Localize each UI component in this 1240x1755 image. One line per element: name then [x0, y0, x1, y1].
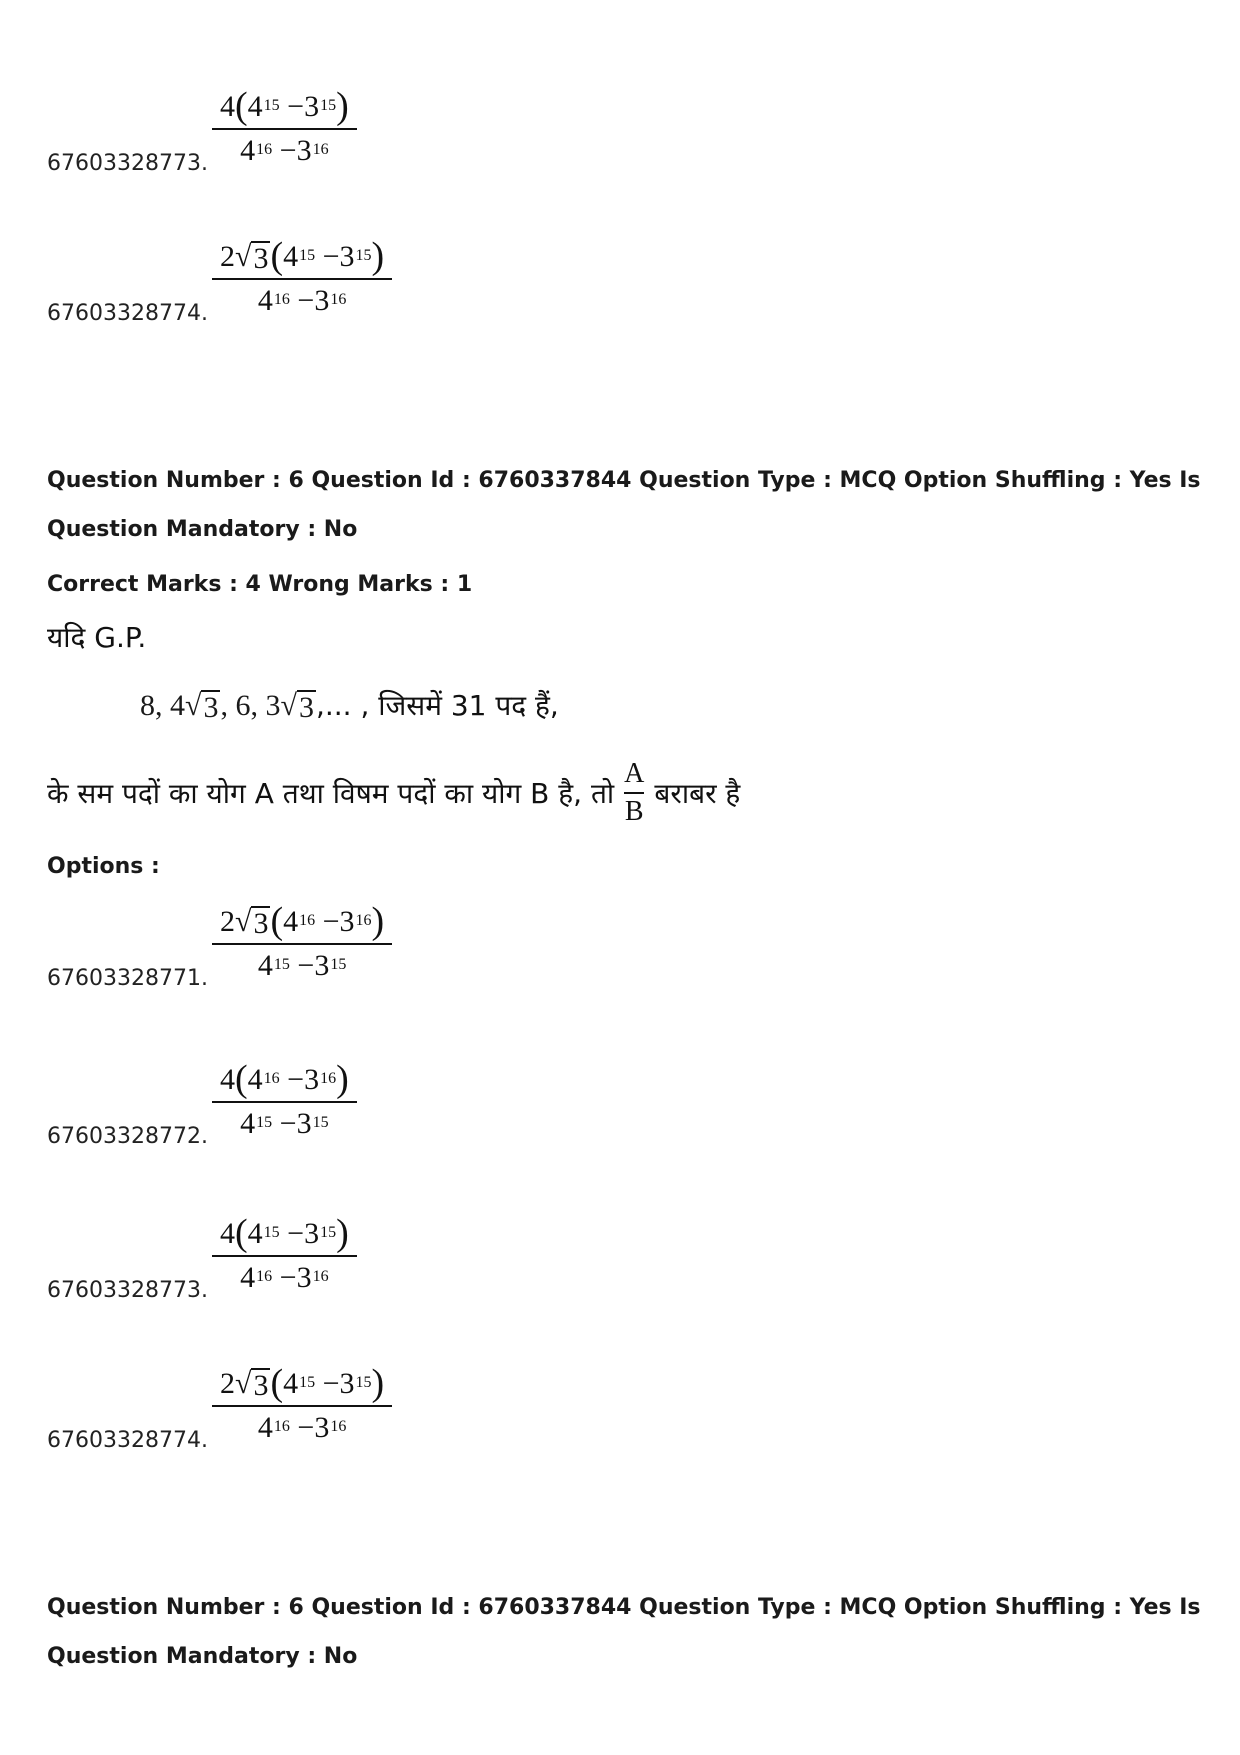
- fraction-denominator: $4^{16} -3^{16}$: [240, 1261, 329, 1294]
- base: 3: [314, 949, 330, 982]
- fraction-bar: [624, 792, 644, 794]
- options-heading: Options :: [47, 854, 160, 879]
- exponent: 15: [312, 1114, 329, 1131]
- option-4[interactable]: [0, 1362, 1240, 1462]
- fraction-numerator: $4(4^{15} -3^{15})$: [220, 1212, 349, 1254]
- base: 4: [283, 240, 299, 273]
- question-text: बराबर है: [654, 777, 741, 810]
- base: 3: [304, 1217, 320, 1250]
- fraction-denominator: B: [624, 796, 644, 827]
- question-marks: Correct Marks : 4 Wrong Marks : 1: [47, 572, 473, 597]
- next-question-meta-line2: Question Mandatory : No: [47, 1644, 358, 1669]
- exponent: 15: [273, 956, 290, 973]
- coefficient: 2: [220, 1367, 235, 1400]
- fraction-denominator: $4^{16} -3^{16}$: [240, 134, 329, 167]
- exponent: 16: [355, 912, 372, 929]
- exponent: 15: [256, 1114, 273, 1131]
- exponent: 15: [320, 97, 337, 114]
- base: 4: [240, 1261, 256, 1294]
- base: 3: [296, 134, 312, 167]
- exponent: 16: [273, 291, 290, 308]
- fraction-denominator: $4^{16} -3^{16}$: [257, 1411, 347, 1444]
- series-text: ,... , जिसमें 31 पद हैं,: [315, 689, 559, 722]
- exponent: 16: [256, 141, 273, 158]
- question-series: [140, 686, 559, 724]
- exponent: 15: [299, 1374, 316, 1391]
- exponent: 16: [312, 1268, 329, 1285]
- option-label: 67603328773.: [47, 151, 208, 176]
- fraction: [212, 1212, 357, 1295]
- fraction-denominator: $4^{15} -3^{15}$: [257, 949, 347, 982]
- coefficient: 2: [220, 905, 235, 938]
- fraction: [212, 1058, 357, 1141]
- ratio-fraction: [624, 758, 644, 828]
- coefficient: 2: [220, 240, 235, 273]
- radical: √ 3: [185, 689, 219, 724]
- exponent: 16: [299, 912, 316, 929]
- radical: √ 3: [235, 1367, 269, 1402]
- option-label: 67603328772.: [47, 1124, 208, 1149]
- option-2[interactable]: [0, 1058, 1240, 1158]
- next-question-meta-line1: Question Number : 6 Question Id : 6760337844 Question Type : MCQ Option Shuffling : Yes Is: [47, 1595, 1201, 1620]
- option-formula: [212, 1362, 392, 1445]
- fraction-denominator: $4^{16} -3^{16}$: [257, 284, 347, 317]
- fraction-numerator: $4(4^{15} -3^{15})$: [220, 85, 349, 127]
- exponent: 16: [312, 141, 329, 158]
- question-meta-line1: Question Number : 6 Question Id : 6760337844 Question Type : MCQ Option Shuffling : Yes Is: [47, 468, 1201, 493]
- series-text: , 6, 3: [220, 689, 281, 722]
- question-text-line3: [47, 758, 740, 828]
- option-formula: [212, 1212, 357, 1295]
- base: 4: [240, 1107, 256, 1140]
- exponent: 16: [256, 1268, 273, 1285]
- exponent: 15: [320, 1224, 337, 1241]
- base: 3: [314, 284, 330, 317]
- fraction-numerator: A: [624, 758, 645, 789]
- base: 3: [339, 240, 355, 273]
- radical: √ 3: [235, 905, 269, 940]
- option-1[interactable]: [0, 900, 1240, 1000]
- base: 3: [296, 1107, 312, 1140]
- question-text-line1: यदि G.P.: [47, 621, 147, 654]
- option-label: 67603328774.: [47, 1428, 208, 1453]
- fraction: [212, 900, 392, 983]
- fraction: [212, 85, 357, 168]
- base: 4: [257, 1411, 273, 1444]
- option-label: 67603328773.: [47, 1278, 208, 1303]
- base: 3: [304, 90, 320, 123]
- base: 4: [257, 949, 273, 982]
- option-formula: [212, 900, 392, 983]
- exponent: 15: [263, 97, 280, 114]
- exponent: 16: [263, 1070, 280, 1087]
- fraction: [212, 1362, 392, 1445]
- option-3[interactable]: [0, 1212, 1240, 1312]
- question-meta-line2: Question Mandatory : No: [47, 517, 358, 542]
- base: 3: [296, 1261, 312, 1294]
- base: 3: [339, 905, 355, 938]
- fraction: [212, 235, 392, 318]
- radical: √ 3: [280, 689, 314, 724]
- coefficient: 4: [220, 1063, 235, 1096]
- exponent: 16: [330, 291, 347, 308]
- exponent: 16: [273, 1418, 290, 1435]
- coefficient: 4: [220, 1217, 235, 1250]
- option-formula: [212, 235, 392, 318]
- exponent: 15: [355, 247, 372, 264]
- question-text: के सम पदों का योग A तथा विषम पदों का योग B है, तो: [47, 777, 615, 810]
- base: 3: [304, 1063, 320, 1096]
- exponent: 16: [320, 1070, 337, 1087]
- fraction-numerator: 2 √ 3 $(4^{15} -3^{15})$: [220, 235, 385, 277]
- base: 4: [247, 1063, 263, 1096]
- fraction-denominator: $4^{15} -3^{15}$: [240, 1107, 329, 1140]
- base: 4: [247, 1217, 263, 1250]
- radical: √ 3: [235, 240, 269, 275]
- series-text: 8, 4: [140, 689, 185, 722]
- option-formula: [212, 85, 357, 168]
- base: 3: [314, 1411, 330, 1444]
- exponent: 15: [355, 1374, 372, 1391]
- base: 4: [257, 284, 273, 317]
- option-label: 67603328774.: [47, 301, 208, 326]
- exponent: 15: [330, 956, 347, 973]
- fraction-numerator: 2 √ 3 $(4^{15} -3^{15})$: [220, 1362, 385, 1404]
- exponent: 16: [330, 1418, 347, 1435]
- option-formula: [212, 1058, 357, 1141]
- top-option-3: [0, 85, 1240, 185]
- top-option-4: [0, 235, 1240, 335]
- fraction-numerator: 2 √ 3 $(4^{16} -3^{16})$: [220, 900, 385, 942]
- exponent: 15: [263, 1224, 280, 1241]
- fraction-numerator: $4(4^{16} -3^{16})$: [220, 1058, 349, 1100]
- base: 4: [283, 905, 299, 938]
- base: 4: [240, 134, 256, 167]
- base: 4: [283, 1367, 299, 1400]
- coefficient: 4: [220, 90, 235, 123]
- option-label: 67603328771.: [47, 966, 208, 991]
- exponent: 15: [299, 247, 316, 264]
- base: 4: [247, 90, 263, 123]
- base: 3: [339, 1367, 355, 1400]
